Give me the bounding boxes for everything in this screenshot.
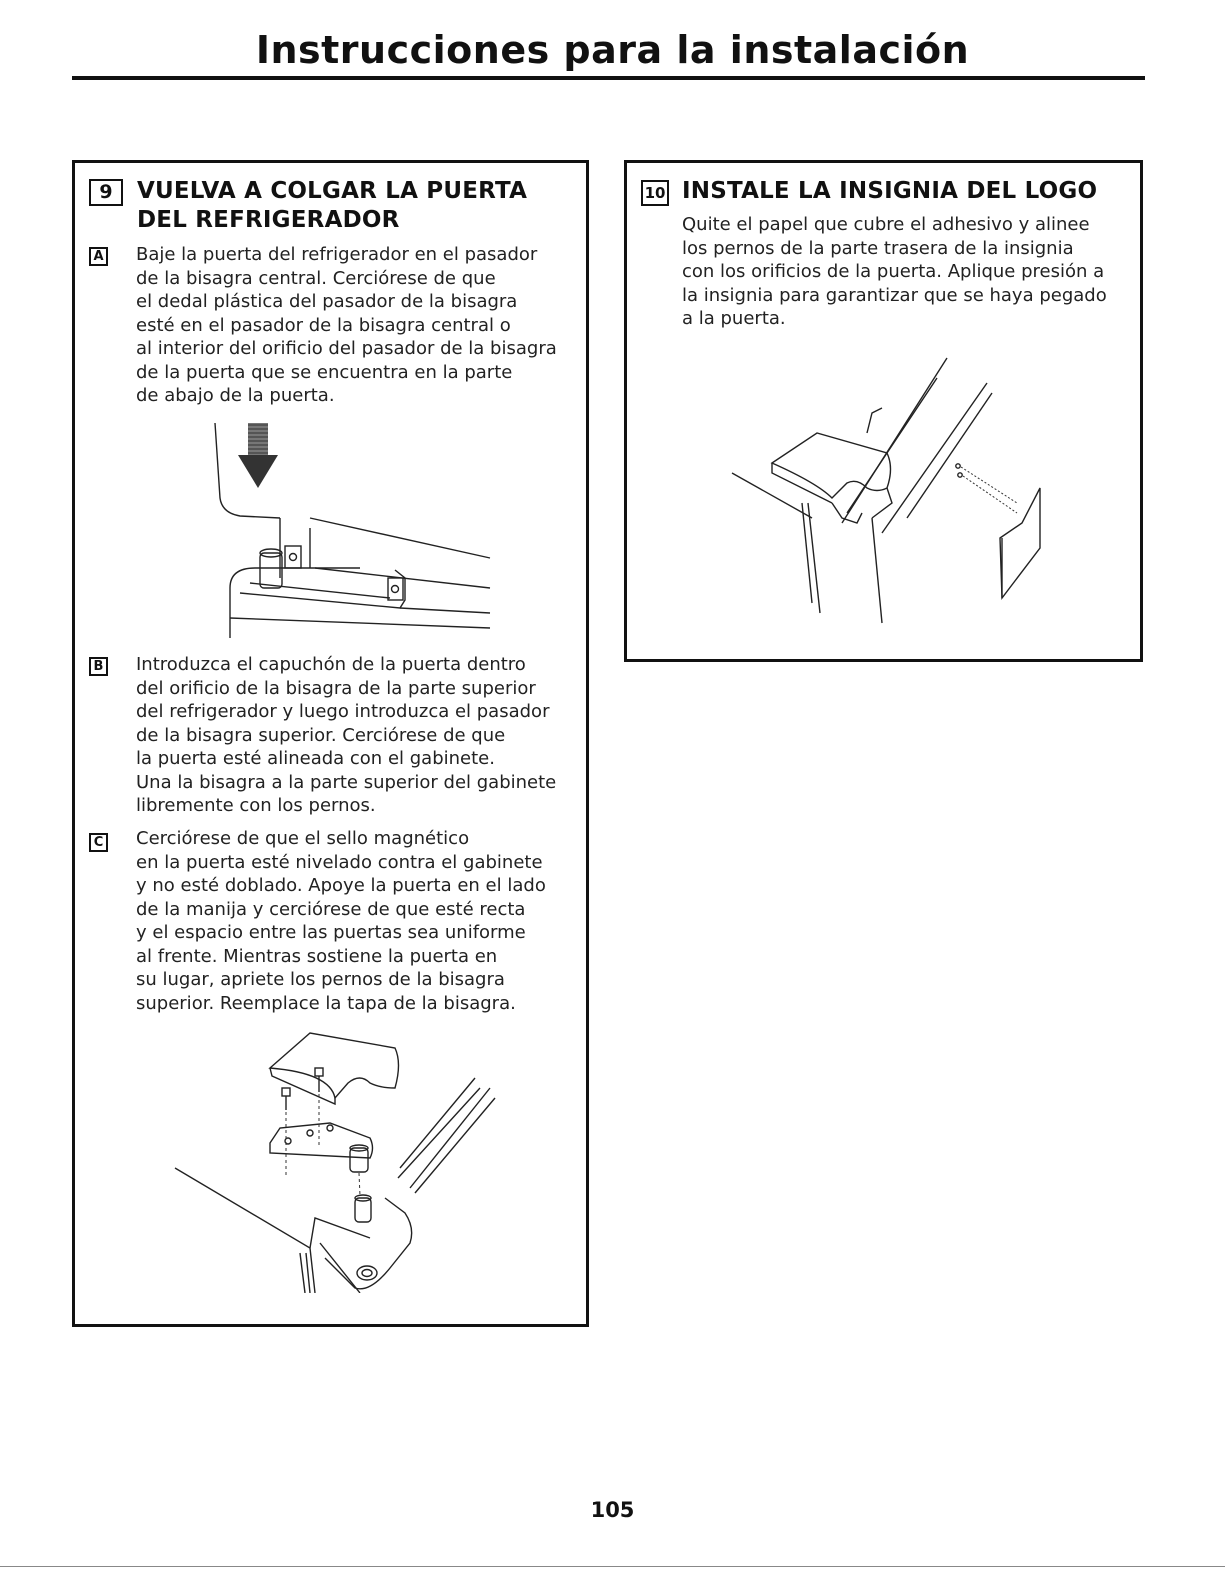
text-line: la insignia para garantizar que se haya pegado — [682, 284, 1107, 306]
step-9-b-text — [136, 653, 576, 818]
text-line: los pernos de la parte trasera de la insignia — [682, 237, 1074, 259]
logo-badge-illustration — [722, 353, 1052, 638]
text-line: de la bisagra superior. Cerciórese de que — [136, 724, 506, 746]
text-line: esté en el pasador de la bisagra central o — [136, 314, 511, 336]
text-line: de la bisagra central. Cerciórese de que — [136, 267, 496, 289]
text-line: de abajo de la puerta. — [136, 385, 335, 406]
down-arrow-icon — [238, 423, 278, 488]
text-line: Quite el papel que cubre el adhesivo y alinee — [682, 214, 1090, 235]
step-9-c-letter-box — [89, 833, 108, 852]
page-number: 105 — [590, 1498, 635, 1522]
text-line: Introduzca el capuchón de la puerta dentro — [136, 654, 526, 675]
text-line: y no esté doblado. Apoye la puerta en el lado — [136, 875, 546, 896]
top-hinge-assembly-illustration — [170, 1028, 510, 1293]
step-9-heading-line1: VUELVA A COLGAR LA PUERTA — [137, 178, 528, 204]
step-9-panel — [72, 160, 589, 1327]
text-line: con los orificios de la puerta. Aplique presión a — [682, 261, 1105, 282]
text-line: en la puerta esté nivelado contra el gabinete — [136, 851, 543, 873]
door-onto-hinge-pin-illustration — [200, 418, 500, 643]
text-line: Cerciórese de que el sello magnético — [136, 828, 470, 849]
step-9-number: 9 — [99, 181, 113, 203]
text-line: de la manija y cerciórese de que esté recta — [136, 898, 526, 920]
step-9-b-letter-box — [89, 657, 108, 676]
text-line: de la puerta que se encuentra en la parte — [136, 361, 513, 383]
text-line: del refrigerador y luego introduzca el pasador — [136, 701, 550, 722]
step-10-panel — [624, 160, 1143, 662]
text-line: Baje la puerta del refrigerador en el pasador — [136, 244, 538, 265]
text-line: Una la bisagra a la parte superior del gabinete — [136, 771, 557, 793]
step-10-number: 10 — [644, 184, 666, 202]
step-9-b-letter: B — [93, 659, 104, 674]
step-10-heading: INSTALE LA INSIGNIA DEL LOGO — [682, 178, 1098, 204]
step-10-number-box — [641, 180, 669, 206]
text-line: del orificio de la bisagra de la parte superior — [136, 677, 536, 699]
step-9-heading — [137, 177, 527, 235]
step-9-a-letter-box — [89, 247, 108, 266]
page-title: Instrucciones para la instalación — [255, 28, 970, 72]
title-rule — [72, 76, 1145, 80]
text-line: su lugar, apriete los pernos de la bisagra — [136, 969, 505, 990]
bottom-rule — [0, 1566, 1225, 1567]
step-9-a-letter: A — [93, 249, 104, 264]
text-line: a la puerta. — [682, 308, 786, 329]
text-line: al frente. Mientras sostiene la puerta en — [136, 945, 498, 967]
text-line: superior. Reemplace la tapa de la bisagra. — [136, 992, 516, 1014]
step-9-c-letter: C — [93, 835, 104, 850]
text-line: libremente con los pernos. — [136, 795, 376, 816]
step-9-a-text — [136, 243, 576, 408]
text-line: la puerta esté alineada con el gabinete. — [136, 748, 495, 769]
text-line: al interior del orificio del pasador de la bisagra — [136, 338, 557, 359]
step-10-text — [682, 213, 1132, 331]
text-line: y el espacio entre las puertas sea uniforme — [136, 922, 526, 943]
step-9-c-text — [136, 827, 576, 1015]
step-9-number-box — [89, 179, 123, 206]
step-9-heading-line2: DEL REFRIGERADOR — [137, 207, 400, 233]
text-line: el dedal plástica del pasador de la bisagra — [136, 291, 518, 312]
